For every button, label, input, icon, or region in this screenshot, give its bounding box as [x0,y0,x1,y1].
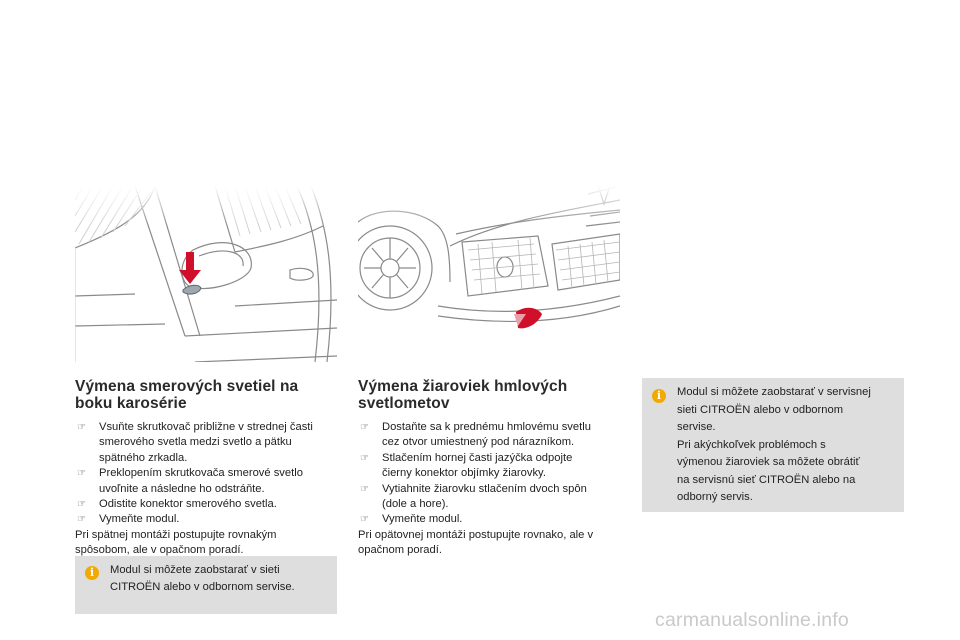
step-text: Odistite konektor smerového svetla. [99,498,277,511]
info-icon: i [85,566,99,580]
pointing-hand-icon: ☞ [360,422,369,433]
step-text: Preklopením skrutkovača smerové svetlo [99,467,303,480]
info-line: výmenou žiaroviek sa môžete obrátiť [677,456,860,468]
middle-section [358,378,630,559]
step-text: Vytiahnite žiarovku stlačením dvoch spôn [382,482,587,495]
info-line: sieti CITROËN alebo v odbornom [677,403,844,416]
fog-lamp-rotate-arrow [514,308,542,329]
info-line: servise. [677,421,716,433]
step-text: uvoľnite a následne ho odstráňte. [99,482,265,495]
pointing-hand-icon: ☞ [77,499,86,511]
list-item [358,420,630,451]
step-text: (dole a hore). [382,498,449,511]
middle-steps-list [358,420,630,528]
pointing-hand-icon: ☞ [77,468,86,480]
left-steps-list [75,420,343,528]
info-line: Modul si môžete zaobstarať v servisnej [677,386,871,398]
info-line: Pri akýchkoľvek problémoch s [677,438,826,451]
info-line: CITROËN alebo v odbornom servise. [110,580,295,593]
pointing-hand-icon: ☞ [77,422,86,433]
info-icon: i [652,389,666,403]
step-text: Stlačením hornej časti jazýčka odpojte [382,451,573,464]
pointing-hand-icon: ☞ [360,483,369,495]
info-line: Modul si môžete zaobstarať v sieti [110,564,280,576]
middle-note [358,528,630,559]
left-note [75,528,343,559]
middle-section-title [358,378,630,412]
left-info-box [75,556,337,614]
step-text: Dostaňte sa k prednému hmlovému svetlu [382,421,591,433]
left-title-line1: Výmena smerových svetiel na [75,378,299,395]
step-text: spätného zrkadla. [99,451,188,464]
step-text: cez otvor umiestnený pod nárazníkom. [382,436,575,449]
list-item [358,482,630,513]
info-line: odborný servis. [677,491,753,503]
list-item [358,451,630,482]
note-text: Pri opätovnej montáži postupujte rovnako, ale v [358,528,594,541]
list-item [358,512,630,527]
note-text: spôsobom, ale v opačnom poradí. [75,544,244,557]
step-text: Vsuňte skrutkovač približne v strednej časti [99,421,313,433]
left-section-title [75,378,343,412]
step-text: smerového svetla medzi svetlo a pätku [99,436,292,449]
middle-title-line2: svetlometov [358,395,450,412]
left-section [75,378,343,559]
note-text: opačnom poradí. [358,544,442,557]
step-text: Vymeňte modul. [382,513,463,526]
step-text: Vymeňte modul. [99,513,180,526]
middle-title-line1: Výmena žiaroviek hmlových [358,378,568,395]
info-line: na servisnú sieť CITROËN alebo na [677,473,856,486]
list-item [75,420,343,466]
left-info-text [110,562,295,595]
right-info-text [677,384,871,507]
list-item [75,497,343,512]
pointing-hand-icon: ☞ [77,514,86,526]
list-item [75,512,343,527]
bumper-illustration [358,186,620,336]
list-item [75,466,343,497]
pointing-hand-icon: ☞ [360,514,369,526]
pointing-hand-icon: ☞ [360,452,369,464]
note-text: Pri spätnej montáži postupujte rovnakým [75,528,277,541]
right-info-box [642,378,904,512]
watermark: carmanualsonline.info [655,609,849,631]
step-text: čierny konektor objímky žiarovky. [382,467,546,480]
mirror-illustration [75,186,337,362]
left-title-line2: boku karosérie [75,395,187,412]
